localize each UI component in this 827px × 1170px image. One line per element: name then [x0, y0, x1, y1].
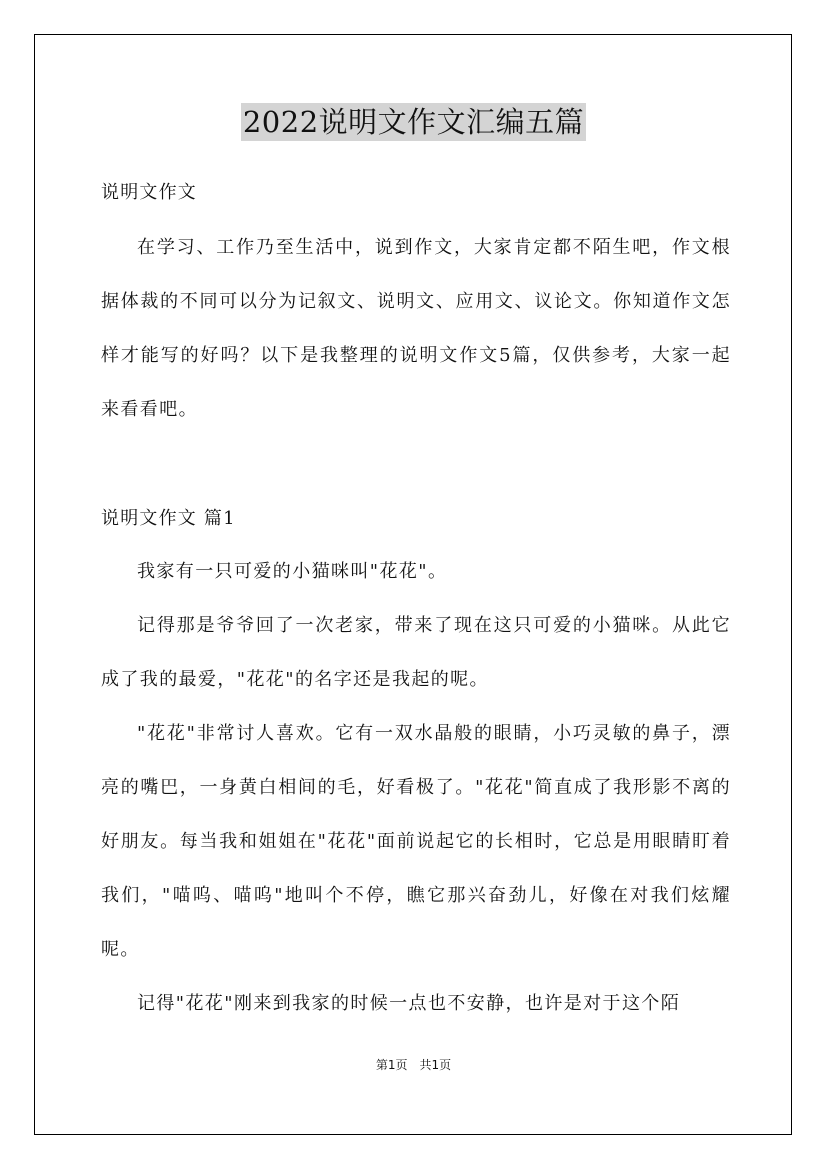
section-heading: 说明文作文	[101, 182, 197, 203]
article-paragraph: "花花"非常讨人喜欢。它有一双水晶般的眼睛，小巧灵敏的鼻子，漂亮的嘴巴，一身黄白相间的毛，好看极了。"花花"简直成了我形影不离的好朋友。每当我和姐姐在"花花"面前说起它的长相时，它总是用眼睛盯着我们，"喵呜、喵呜"地叫个不停，瞧它那兴奋劲儿，好像在对我们炫耀呢。	[101, 723, 731, 960]
article-paragraph: 我家有一只可爱的小猫咪叫"花花"。	[137, 561, 448, 582]
title-container	[0, 103, 827, 141]
article-paragraph: 记得那是爷爷回了一次老家，带来了现在这只可爱的小猫咪。从此它成了我的最爱，"花花"的名字还是我起的呢。	[101, 615, 731, 690]
intro-paragraph: 在学习、工作乃至生活中，说到作文，大家肯定都不陌生吧，作文根据体裁的不同可以分为记叙文、说明文、应用文、议论文。你知道作文怎样才能写的好吗？以下是我整理的说明文作文5篇，仅供参考，大家一起来看看吧。	[101, 237, 731, 420]
article-paragraph: 记得"花花"刚来到我家的时候一点也不安静，也许是对于这个陌	[137, 993, 681, 1014]
page-footer: 第1页 共1页	[375, 1058, 452, 1072]
document-title: 2022说明文作文汇编五篇	[242, 105, 585, 139]
article-body	[101, 545, 731, 1031]
article-heading: 说明文作文 篇1	[101, 508, 236, 529]
intro-block	[101, 221, 731, 437]
